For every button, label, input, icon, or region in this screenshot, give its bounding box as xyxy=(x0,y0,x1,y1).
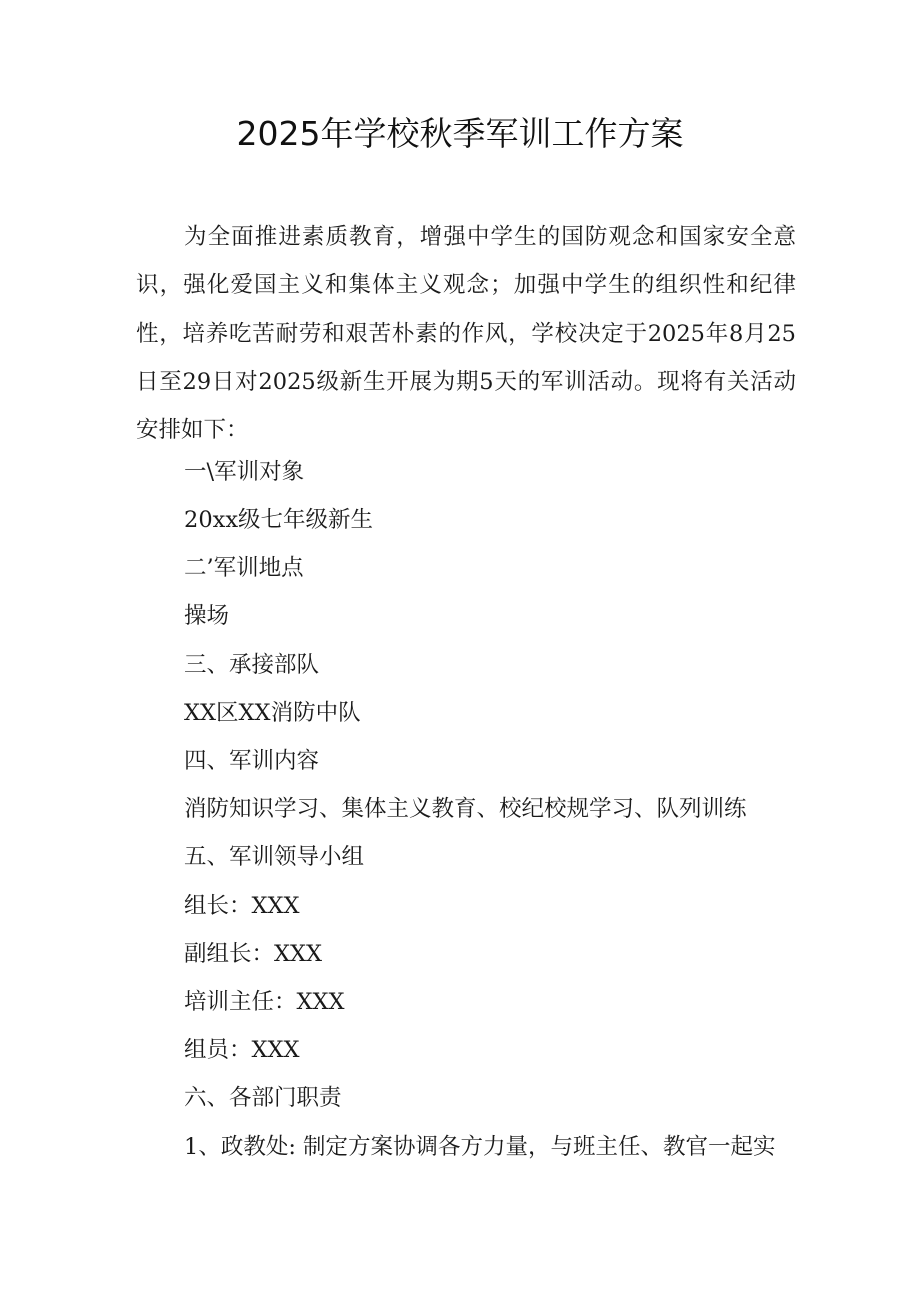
section-heading-3: 三、承接部队 xyxy=(184,652,320,678)
document-title: 2025年学校秋季军训工作方案 xyxy=(236,114,684,153)
member-training-director: 培训主任：XXX xyxy=(184,989,345,1015)
section-heading-5: 五、军训领导小组 xyxy=(184,844,365,870)
member-staff: 组员：XXX xyxy=(184,1037,300,1063)
member-deputy-leader: 副组长：XXX xyxy=(184,941,323,967)
section-content-4: 消防知识学习、集体主义教育、校纪校规学习、队列训练 xyxy=(184,796,747,822)
section-content-3: XX区XX消防中队 xyxy=(184,700,361,726)
section-heading-2: 二’军训地点 xyxy=(184,555,304,581)
intro-paragraph: 为全面推进素质教育，增强中学生的国防观念和国家安全意识，强化爱国主义和集体主义观念；加强中学生的组织性和纪律性，培养吃苦耐劳和艰苦朴素的作风，学校决定于2025年8月25日至29日对2025级新生开展为期5天的军训活动。现将有关活动安排如下： xyxy=(136,224,796,444)
section-content-1: 20xx级七年级新生 xyxy=(184,507,374,533)
section-heading-6: 六、各部门职责 xyxy=(184,1085,342,1111)
member-leader: 组长：XXX xyxy=(184,893,300,919)
duty-item-1: 1、政教处: 制定方案协调各方力量，与班主任、教官一起实 xyxy=(184,1134,776,1160)
section-content-2: 操场 xyxy=(184,603,230,629)
section-heading-1: 一\军训对象 xyxy=(184,459,305,485)
section-heading-4: 四、军训内容 xyxy=(184,748,320,774)
